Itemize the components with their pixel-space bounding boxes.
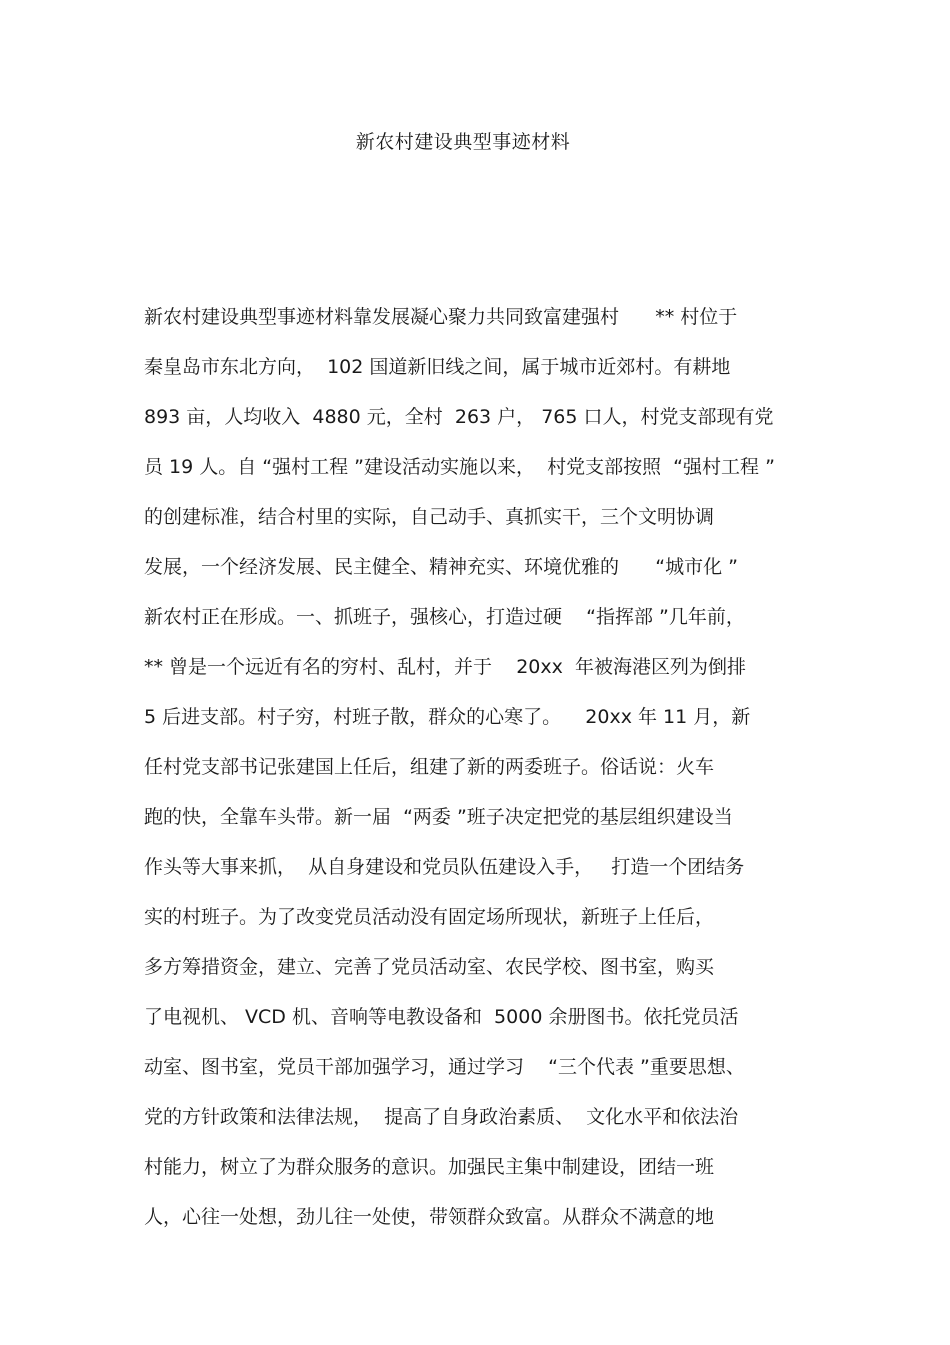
body-line: 的创建标准，结合村里的实际，自己动手、真抓实干，三个文明协调 xyxy=(144,506,715,528)
body-line: 新农村正在形成。一、抓班子，强核心，打造过硬 “指挥部 ”几年前， xyxy=(144,606,745,628)
body-line: 5 后进支部。村子穷，村班子散，群众的心寒了。 20xx 年 11 月，新 xyxy=(144,706,751,728)
body-line: 作头等大事来抓， 从自身建设和党员队伍建设入手， 打造一个团结务 xyxy=(144,856,745,878)
body-line: 任村党支部书记张建国上任后，组建了新的两委班子。俗话说：火车 xyxy=(144,756,715,778)
body-line: 秦皇岛市东北方向， 102 国道新旧线之间，属于城市近郊村。有耕地 xyxy=(144,356,731,378)
body-line: 动室、图书室，党员干部加强学习，通过学习 “三个代表 ”重要思想、 xyxy=(144,1056,745,1078)
body-line: 人，心往一处想，劲儿往一处使，带领群众致富。从群众不满意的地 xyxy=(144,1206,715,1228)
body-line: 跑的快，全靠车头带。新一届 “两委 ”班子决定把党的基层组织建设当 xyxy=(144,806,733,828)
body-line: 多方筹措资金，建立、完善了党员活动室、农民学校、图书室，购买 xyxy=(144,956,715,978)
body-line: ** 曾是一个远近有名的穷村、乱村，并于 20xx 年被海港区列为倒排 xyxy=(144,656,746,678)
body-line: 村能力，树立了为群众服务的意识。加强民主集中制建设，团结一班 xyxy=(144,1156,715,1178)
document-title: 新农村建设典型事迹材料 xyxy=(355,131,571,153)
body-line: 实的村班子。为了改变党员活动没有固定场所现状，新班子上任后， xyxy=(144,906,715,928)
document-body xyxy=(144,302,824,1252)
body-line: 新农村建设典型事迹材料靠发展凝心聚力共同致富建强村 ** 村位于 xyxy=(144,306,738,328)
body-line: 员 19 人。自 “强村工程 ”建设活动实施以来， 村党支部按照 “强村工程 ” xyxy=(144,456,775,478)
body-line: 党的方针政策和法律法规， 提高了自身政治素质、 文化水平和依法治 xyxy=(144,1106,739,1128)
body-line: 了电视机、 VCD 机、音响等电教设备和 5000 余册图书。依托党员活 xyxy=(144,1006,739,1028)
body-line: 893 亩，人均收入 4880 元，全村 263 户， 765 口人，村党支部现有党 xyxy=(144,406,774,428)
body-line: 发展，一个经济发展、民主健全、精神充实、环境优雅的 “城市化 ” xyxy=(144,556,738,578)
